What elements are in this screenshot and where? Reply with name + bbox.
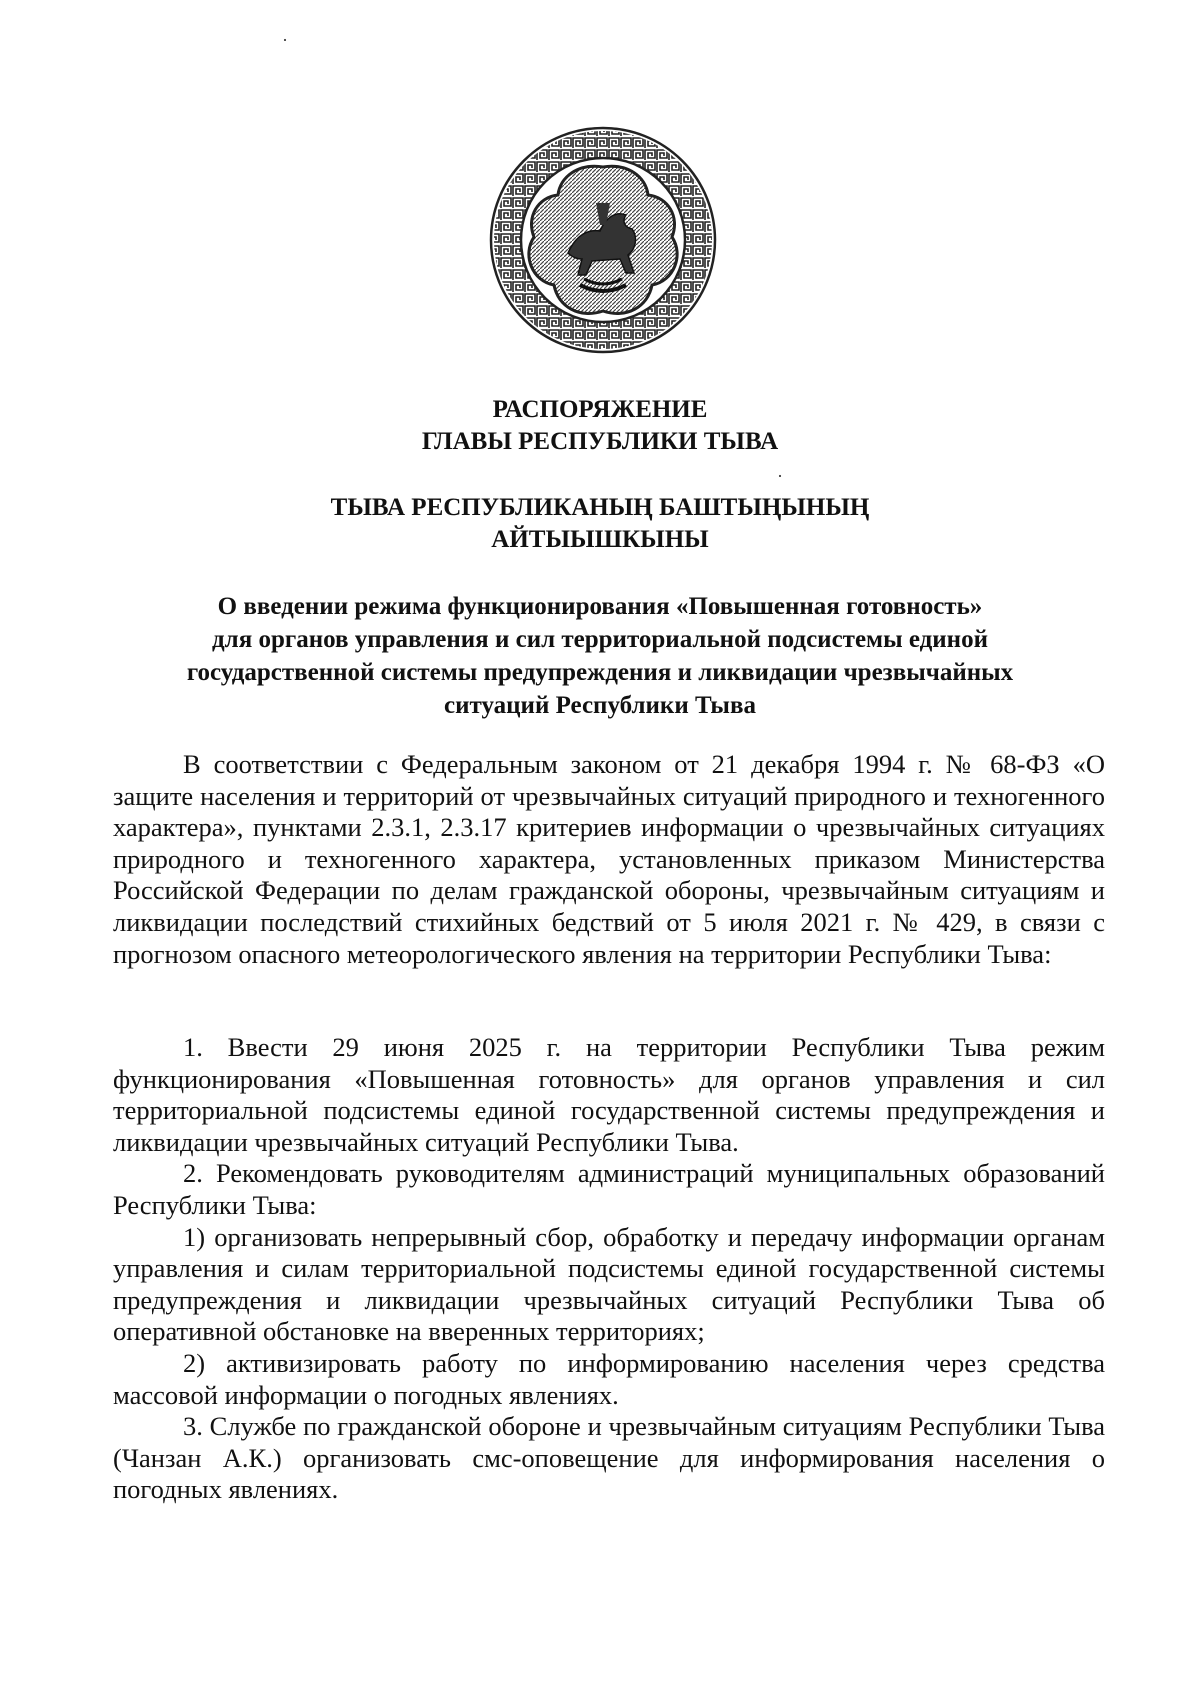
doc-type: РАСПОРЯЖЕНИЕ — [492, 396, 708, 423]
scan-speck: · — [777, 466, 783, 486]
tyva-heading-line-2: АЙТЫЫШКЫНЫ — [491, 526, 709, 553]
title-line-1: О введении режима функционирования «Повышенная готовность» — [217, 593, 983, 620]
document-title — [115, 590, 1085, 722]
document-heading — [100, 394, 1100, 458]
scan-speck: · — [282, 30, 288, 50]
coat-of-arms-of-tyva-icon — [488, 125, 718, 355]
order-item-3: 3. Службе по гражданской обороне и чрезвычайным ситуациям Республики Тыва (Чанзан А.К.) организовать смс-оповещение для информирования населения о погодных явлениях. — [113, 1411, 1105, 1505]
tyva-heading-line-1: ТЫВА РЕСПУБЛИКАНЫҢ БАШТЫҢЫНЫҢ — [330, 494, 870, 521]
order-item-1: 1. Ввести 29 июня 2025 г. на территории Республики Тыва режим функционирования «Повышенная готовность» для органов управления и сил территориальной подсистемы единой государственной системы предупреждения и ликвидации чрезвычайных ситуаций Республики Тыва. — [113, 1032, 1105, 1157]
document-heading-tyva — [100, 492, 1100, 556]
order-item-2: 2. Рекомендовать руководителям администраций муниципальных образований Республики Тыва: — [113, 1158, 1105, 1220]
preamble-block — [113, 749, 1105, 970]
title-line-4: ситуаций Республики Тыва — [444, 692, 756, 719]
title-line-2: для органов управления и сил территориальной подсистемы единой — [212, 626, 988, 653]
order-items — [113, 1032, 1105, 1506]
preamble-paragraph: В соответствии с Федеральным законом от 21 декабря 1994 г. № 68-ФЗ «О защите населения и территорий от чрезвычайных ситуаций природного и техногенного характера», пунктами 2.3.1, 2.3.17 критериев информации о чрезвычайных ситуациях природного и техногенного характера, установленных приказом Министерства Российской Федерации по делам гражданской обороны, чрезвычайным ситуациям и ликвидации последствий стихийных бедствий от 5 июля 2021 г. № 429, в связи с прогнозом опасного метеорологического явления на территории Республики Тыва: — [113, 749, 1105, 969]
order-subitem-2: 2) активизировать работу по информированию населения через средства массовой информации о погодных явлениях. — [113, 1347, 1105, 1410]
doc-authority: ГЛАВЫ РЕСПУБЛИКИ ТЫВА — [421, 428, 779, 455]
title-line-3: государственной системы предупреждения и ликвидации чрезвычайных — [186, 659, 1014, 686]
order-subitem-1: 1) организовать непрерывный сбор, обработку и передачу информации органам управления и силам территориальной подсистемы единой государственной системы предупреждения и ликвидации чрезвычайных ситуаций Республики Тыва об оперативной обстановке на вверенных территориях; — [113, 1221, 1105, 1347]
